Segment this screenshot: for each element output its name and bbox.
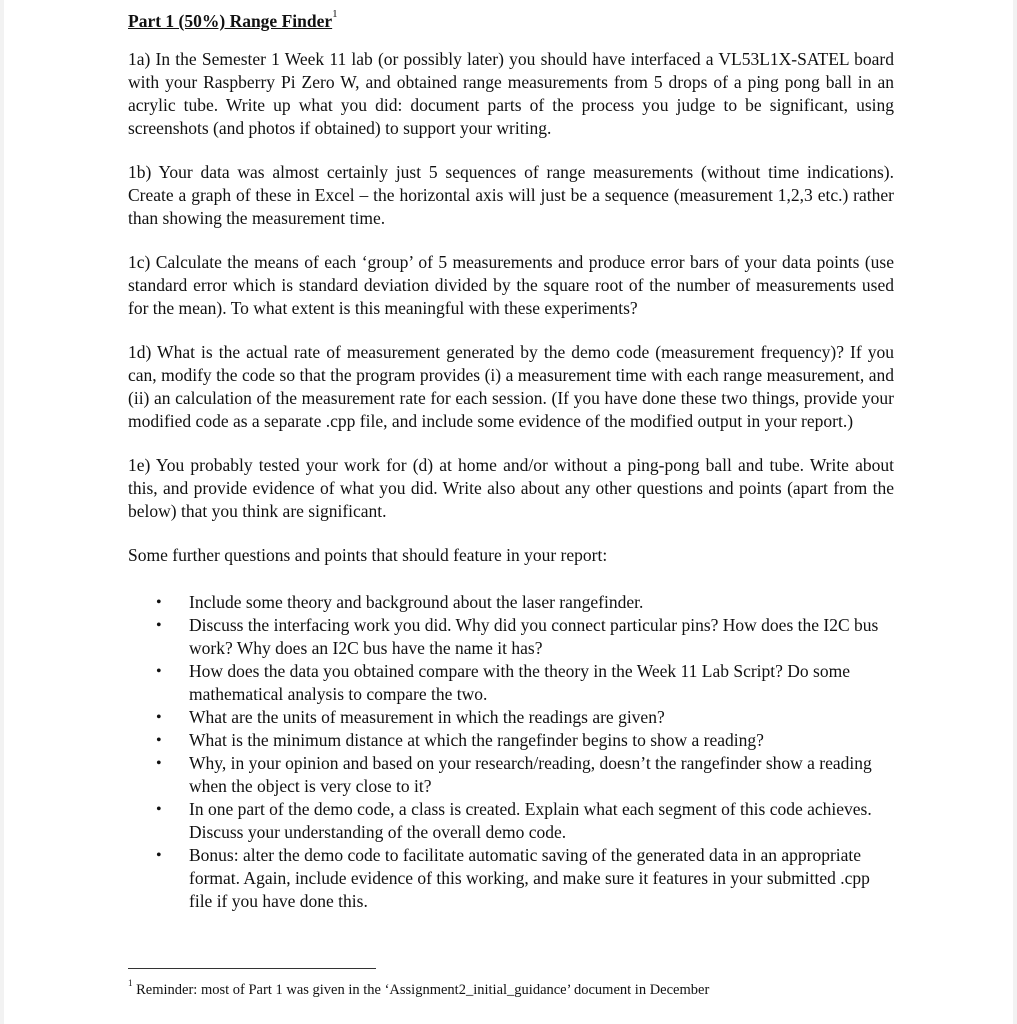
list-item-text: Discuss the interfacing work you did. Why did you connect particular pins? How does the I2C bus work? Why does an I2C bus have the name it has? [189, 615, 879, 658]
list-item-text: What are the units of measurement in which the readings are given? [189, 707, 665, 727]
list-item [156, 844, 894, 913]
list-item [156, 798, 894, 844]
list-item [156, 660, 894, 706]
heading-footnote-mark: 1 [332, 8, 338, 21]
paragraph-1a: 1a) In the Semester 1 Week 11 lab (or possibly later) you should have interfaced a VL53L1X-SATEL board with your Raspberry Pi Zero W, and obtained range measurements from 5 drops of a ping pong ball in an acrylic tube. Write up what you did: document parts of the process you judge to be significant, using screenshots (and photos if obtained) to support your writing. [128, 49, 894, 138]
bullet-icon: • [156, 709, 162, 726]
document-page [4, 0, 1013, 1024]
further-points-intro: Some further questions and points that should feature in your report: [128, 545, 608, 565]
bullet-icon: • [156, 594, 162, 611]
footnote [128, 978, 888, 1000]
list-item [156, 729, 894, 752]
section-heading [128, 10, 894, 33]
bullet-icon: • [156, 801, 162, 818]
footnote-text: Reminder: most of Part 1 was given in the ‘Assignment2_initial_guidance’ document in December [136, 982, 710, 998]
bullet-icon: • [156, 755, 162, 772]
list-item-text: How does the data you obtained compare with the theory in the Week 11 Lab Script? Do some mathematical analysis to compare the two. [189, 661, 850, 704]
document-body [128, 10, 894, 913]
bullet-icon: • [156, 663, 162, 680]
paragraph-1d: 1d) What is the actual rate of measurement generated by the demo code (measurement frequency)? If you can, modify the code so that the program provides (i) a measurement time with each range measurement, and (ii) an calculation of the measurement rate for each session. (If you have done these two things, provide your modified code as a separate .cpp file, and include some evidence of the modified output in your report.) [128, 342, 894, 431]
list-item [156, 752, 894, 798]
list-item [156, 706, 894, 729]
list-item-text: Include some theory and background about the laser rangefinder. [189, 592, 644, 612]
list-item-text: In one part of the demo code, a class is created. Explain what each segment of this code achieves. Discuss your understanding of the overall demo code. [189, 799, 872, 842]
paragraph-1b: 1b) Your data was almost certainly just 5 sequences of range measurements (without time indications). Create a graph of these in Excel – the horizontal axis will just be a sequence (measurement 1,2,3 etc.) rather than showing the measurement time. [128, 162, 894, 228]
bullet-icon: • [156, 732, 162, 749]
paragraph-1e: 1e) You probably tested your work for (d) at home and/or without a ping-pong ball and tube. Write about this, and provide evidence of what you did. Write also about any other questions and points (apart from the below) that you think are significant. [128, 455, 894, 521]
list-item-text: Why, in your opinion and based on your research/reading, doesn’t the rangefinder show a reading when the object is very close to it? [189, 753, 872, 796]
list-item-text: Bonus: alter the demo code to facilitate automatic saving of the generated data in an appropriate format. Again, include evidence of this working, and make sure it features in your submitted .cpp file if you have done this. [189, 845, 870, 911]
list-item [156, 614, 894, 660]
footnote-mark: 1 [128, 978, 133, 989]
heading-text: Part 1 (50%) Range Finder [128, 11, 333, 31]
paragraph-1c: 1c) Calculate the means of each ‘group’ of 5 measurements and produce error bars of your data points (use standard error which is standard deviation divided by the square root of the number of measurements used for the mean). To what extent is this meaningful with these experiments? [128, 252, 894, 318]
bullet-icon: • [156, 847, 162, 864]
list-item [156, 591, 894, 614]
footnote-divider [128, 968, 376, 969]
bullet-icon: • [156, 617, 162, 634]
list-item-text: What is the minimum distance at which the rangefinder begins to show a reading? [189, 730, 764, 750]
further-points-list [128, 591, 894, 913]
